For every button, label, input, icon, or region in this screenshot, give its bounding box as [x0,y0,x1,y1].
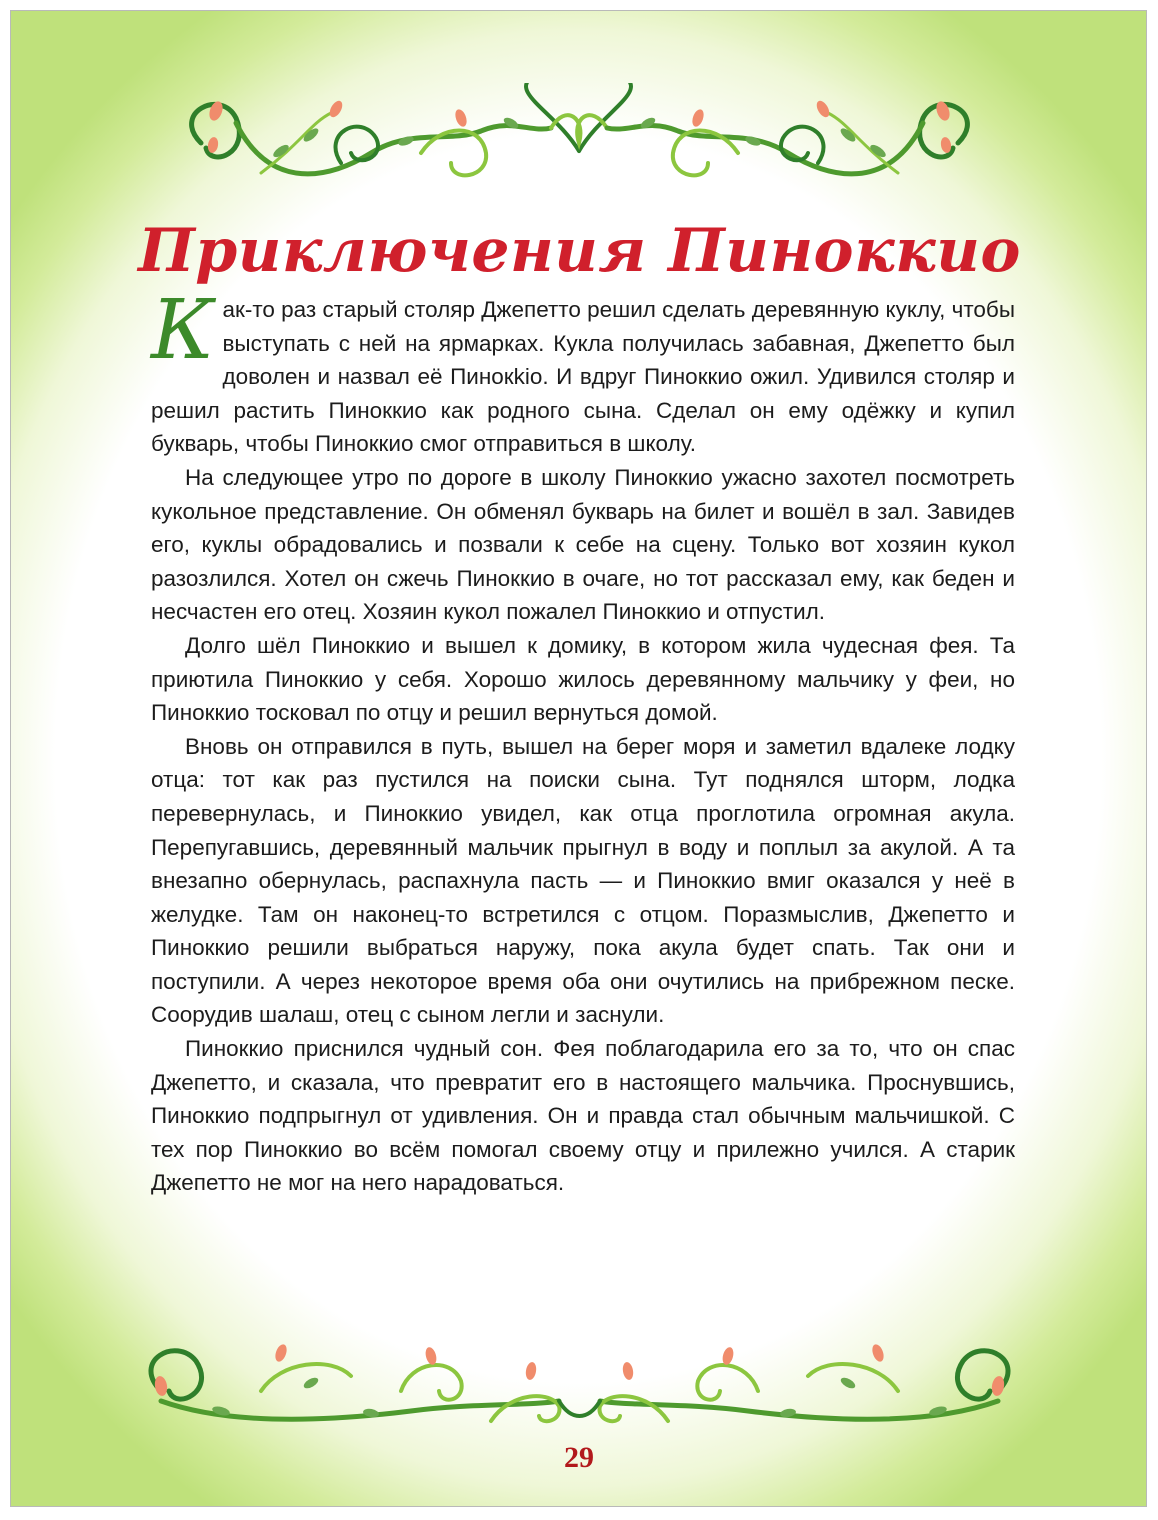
story-title: Приключения Пиноккио [138,216,1021,286]
vine-ornament-bottom [11,1331,1147,1451]
page-number: 29 [564,1441,594,1474]
story-text [151,283,1015,1200]
book-page [10,10,1147,1507]
vine-ornament-top [11,83,1147,208]
paragraph-5: Пиноккио приснился чудный сон. Фея поблагодарила его за то, что он спас Джепетто, и сказала, что превратит его в настоящего мальчика. Проснувшись, Пиноккио подпрыгнул от удивления. Он и правда стал обычным мальчишкой. С тех пор Пиноккио во всём помогал своему отцу и прилежно учился. А старик Джепетто не мог на него нарадоваться. [151,1036,1015,1196]
paragraph-1-text: ак-то раз старый столяр Джепетто решил сделать деревянную куклу, чтобы выступать с ней на ярмарках. Кукла получилась забавная, Джепетто был доволен и назвал её Пинокkio. И вдруг Пиноккио ожил. Удивился столяр и решил растить Пиноккио как родного сына. Сделал он ему одёжку и купил букварь, чтобы Пиноккио смог отправиться в школу. [151,297,1015,457]
paragraph-2: На следующее утро по дороге в школу Пиноккио ужасно захотел посмотреть кукольное представление. Он обменял букварь на билет и вошёл в зал. Завидев его, куклы обрадовались и позвали к себе на сцену. Только вот хозяин кукол разозлился. Хотел он сжечь Пиноккио в очаге, но тот рассказал ему, как беден и несчастен его отец. Хозяин кукол пожалел Пиноккио и отпустил. [151,464,1015,625]
paragraph-4: Вновь он отправился в путь, вышел на берег моря и заметил вдалеке лодку отца: тот как раз пустился на поиски сына. Тут поднялся шторм, лодка перевернулась, и Пиноккио увидел, как отца проглотила огромная акула. Перепугавшись, деревянный мальчик прыгнул в воду и поплыл за акулой. А та внезапно обернулась, распахнула пасть — и Пиноккио вмиг оказался у неё в желудке. Там он наконец-то встретился с отцом. Поразмыслив, Джепетто и Пиноккио решили выбраться наружу, пока акула будет спать. Так они и поступили. А через некоторое время оба они очутились на прибрежном песке. Соорудив шалаш, отец с сыном легли и заснули. [151,733,1015,1028]
paragraph-3: Долго шёл Пиноккио и вышел к домику, в котором жила чудесная фея. Та приютила Пиноккио у себя. Хорошо жилось деревянному мальчику у феи, но Пиноккио тосковал по отцу и решил вернуться домой. [151,632,1015,726]
paragraph-1 [151,283,1015,461]
drop-cap: К [151,283,215,378]
